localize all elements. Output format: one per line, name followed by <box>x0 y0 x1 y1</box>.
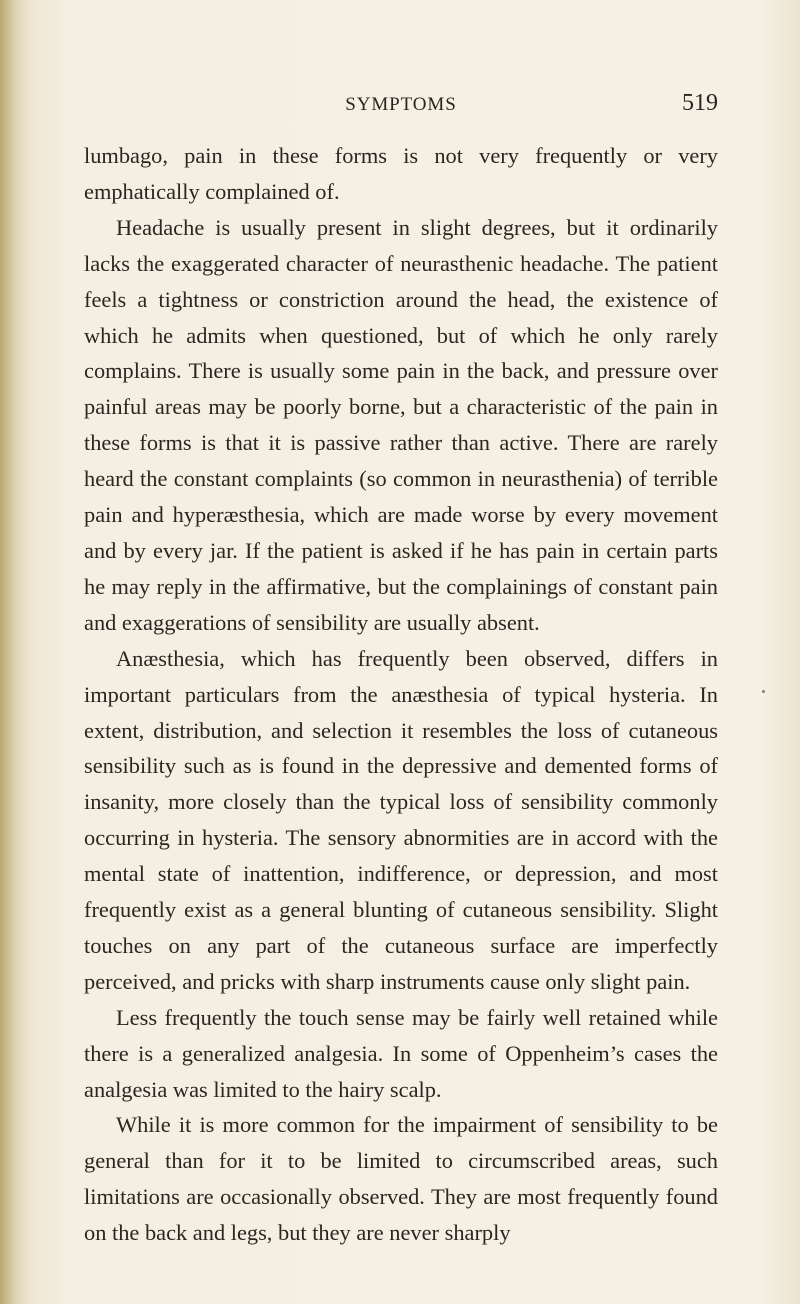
paragraph-analgesia: Less frequently the touch sense may be fairly well retained while there is a generalized analgesia. In some of Oppenheim’s cases the analgesia was limited to the hairy scalp. <box>84 1004 718 1102</box>
page-number: 519 <box>682 90 718 116</box>
paper-speck <box>762 690 765 693</box>
body-text <box>84 138 718 1251</box>
running-title: SYMPTOMS <box>345 94 457 115</box>
paragraph-impairment: While it is more common for the impairment of sensibility to be general than for it to be limited to circumscribed areas, such limitations are occasionally observed. They are most frequently found on the back and legs, but they are never sharply <box>84 1112 718 1246</box>
paragraph-headache: Headache is usually present in slight degrees, but it ordinarily lacks the exaggerated character of neurasthenic headache. The patient feels a tightness or constriction around the head, the existence of which he admits when questioned, but of which he only rarely complains. There is usually some pain in the back, and pressure over painful areas may be poorly borne, but a characteristic of the pain in these forms is that it is passive rather than active. There are rarely heard the constant complaints (so common in neurasthenia) of terrible pain and hyperæsthesia, which are made worse by every movement and by every jar. If the patient is asked if he has pain in certain parts he may reply in the affirmative, but the complainings of constant pain and exaggerations of sensibility are usually absent. <box>84 214 718 635</box>
spine-shadow <box>0 0 26 1304</box>
paragraph-anaesthesia: Anæsthesia, which has frequently been observed, differs in important particulars from the anæsthesia of typical hysteria. In extent, distribution, and selection it resembles the loss of cutaneous sensibility such as is found in the depressive and demented forms of insanity, more closely than the typical loss of sensibility commonly occurring in hysteria. The sensory abnormities are in accord with the mental state of inattention, indifference, or depression, and most frequently exist as a general blunting of cutaneous sensibility. Slight touches on any part of the cutaneous surface are imperfectly perceived, and pricks with sharp instruments cause only slight pain. <box>84 645 718 994</box>
page-header <box>84 90 718 130</box>
paragraph-continued: lumbago, pain in these forms is not very frequently or very emphatically complained of. <box>84 143 718 204</box>
